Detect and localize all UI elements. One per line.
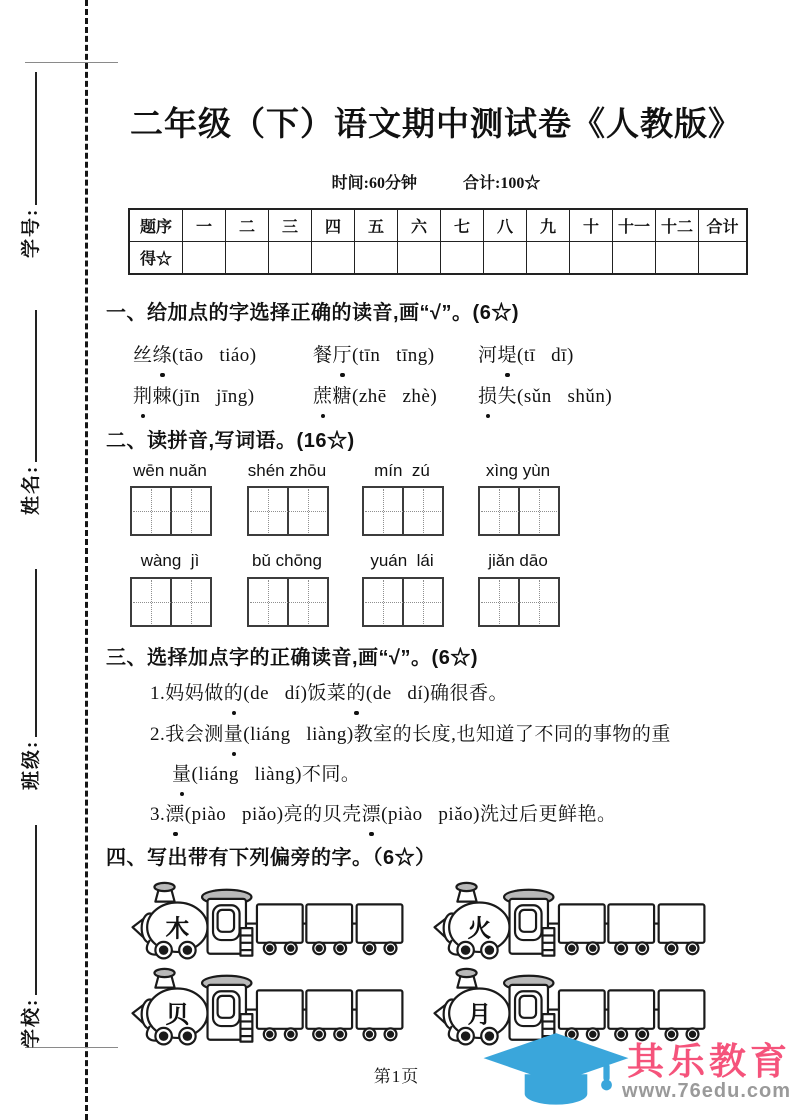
score-header-cell: 十 (570, 209, 613, 242)
score-header-cell: 五 (355, 209, 398, 242)
writing-grid (247, 577, 329, 627)
school-label: 学校: (21, 997, 42, 1048)
word-item: 丝绦(tāo tiáo) (133, 340, 257, 367)
page-title: 二年级（下）语文期中测试卷《人教版》 (130, 105, 742, 142)
score-cell (656, 242, 699, 275)
score-header-cell: 二 (226, 209, 269, 242)
writing-grid (130, 486, 212, 536)
school-field (16, 825, 40, 1048)
pinyin-label: bǔ chōng (252, 551, 322, 570)
radical-char: 月 (467, 1002, 492, 1029)
writing-grid (478, 577, 560, 627)
pinyin-label: yuán lái (370, 551, 434, 570)
section4-heading: 四、写出带有下列偏旁的字。（6☆） (106, 847, 436, 869)
section1-row2 (106, 381, 766, 411)
pinyin-label: xìng yùn (485, 461, 551, 480)
score-cell (398, 242, 441, 275)
pinyin-label: mín zú (374, 461, 430, 480)
sentence-2: 2.我会测量(liáng liàng)教室的长度,也知道了不同的事物的重 (106, 719, 793, 746)
pinyin-label: shén zhōu (247, 461, 327, 480)
paper-meta (106, 170, 766, 193)
logo-website-url: www.76edu.com (622, 1079, 791, 1102)
radical-char: 火 (467, 916, 492, 943)
score-cell (484, 242, 527, 275)
score-header-cell: 四 (312, 209, 355, 242)
pinyin-label: jiǎn dāo (488, 551, 548, 570)
word-item: 荆棘(jīn jīng) (133, 381, 255, 408)
score-cell (226, 242, 269, 275)
writing-grid (362, 577, 444, 627)
sentence-2-cont: 量(liáng liàng)不同。 (106, 759, 793, 786)
name-field (16, 310, 40, 515)
paper-body (106, 0, 766, 1120)
class-field (16, 569, 40, 790)
score-cell (613, 242, 656, 275)
writing-grid (478, 486, 560, 536)
time-label: 时间:60分钟 (331, 175, 417, 192)
score-header-cell: 一 (183, 209, 226, 242)
sentence-3: 3.漂(piào piǎo)亮的贝壳漂(piào piǎo)洗过后更鲜艳。 (106, 799, 793, 826)
word-item: 损失(sǔn shǔn) (478, 381, 612, 408)
total-score-label: 合计:100☆ (463, 175, 541, 192)
name-blank (21, 310, 37, 462)
pinyin-label: wàng jì (140, 551, 200, 570)
section3-heading: 三、选择加点字的正确读音,画“√”。(6☆) (106, 647, 478, 669)
class-blank (21, 569, 37, 737)
score-table (128, 208, 748, 275)
score-cell (312, 242, 355, 275)
score-value-row (129, 242, 747, 275)
score-header-cell: 九 (527, 209, 570, 242)
score-header-row (129, 209, 747, 242)
word-item: 蔗糖(zhē zhè) (313, 381, 437, 408)
publisher-logo (480, 1028, 791, 1116)
score-header-cell: 六 (398, 209, 441, 242)
fold-mark-top (25, 62, 118, 63)
writing-grid (362, 486, 444, 536)
score-header-cell: 十二 (656, 209, 699, 242)
score-header-cell: 合计 (699, 209, 748, 242)
student-id-field (16, 72, 40, 258)
word-item: 河堤(tī dī) (478, 340, 574, 367)
score-cell (269, 242, 312, 275)
score-cell (570, 242, 613, 275)
section1-heading: 一、给加点的字选择正确的读音,画“√”。(6☆) (106, 302, 519, 324)
score-header-cell: 题序 (129, 209, 183, 242)
class-label: 班级: (21, 739, 42, 790)
sentence-1: 1.妈妈做的(de dí)饭菜的(de dí)确很香。 (106, 678, 790, 705)
score-cell (355, 242, 398, 275)
train-graphic (126, 876, 408, 962)
radical-char: 贝 (165, 1002, 190, 1029)
train-graphic (428, 876, 710, 962)
section2-heading: 二、读拼音,写词语。(16☆) (106, 430, 355, 452)
train-graphic (126, 962, 408, 1048)
page-number: 第1页 (373, 1067, 420, 1086)
graduation-cap-icon (480, 1028, 632, 1116)
logo-brand-name: 其乐教育 (627, 1040, 791, 1082)
score-header-cell: 七 (441, 209, 484, 242)
cut-dashed-line (85, 0, 88, 1120)
student-id-label: 学号: (21, 207, 42, 258)
score-cell (183, 242, 226, 275)
school-blank (21, 825, 37, 995)
name-label: 姓名: (21, 464, 42, 515)
writing-grid (247, 486, 329, 536)
score-header-cell: 十一 (613, 209, 656, 242)
word-item: 餐厅(tīn tīng) (313, 340, 435, 367)
score-header-cell: 八 (484, 209, 527, 242)
score-cell (699, 242, 748, 275)
score-cell (527, 242, 570, 275)
writing-grid (130, 577, 212, 627)
radical-char: 木 (165, 916, 190, 943)
section1-row1 (106, 340, 766, 370)
score-row-label: 得☆ (129, 242, 183, 275)
student-id-blank (21, 72, 37, 205)
pinyin-label: wēn nuǎn (133, 461, 207, 480)
score-cell (441, 242, 484, 275)
score-header-cell: 三 (269, 209, 312, 242)
